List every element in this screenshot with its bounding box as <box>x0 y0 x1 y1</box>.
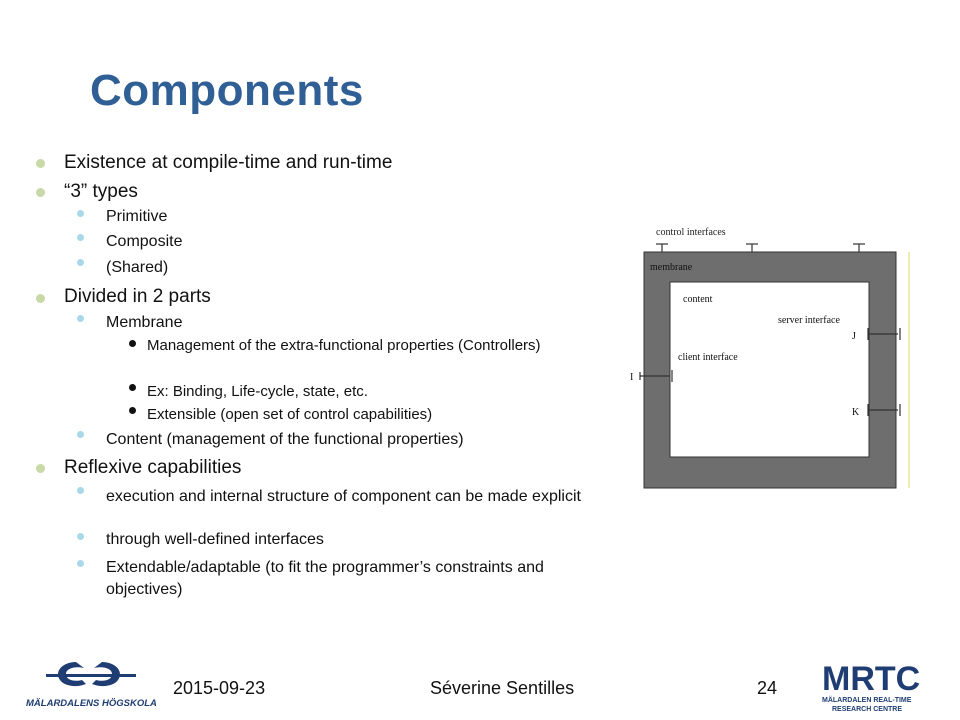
bullet-dot <box>77 560 84 567</box>
bullet-item: Primitive <box>106 208 168 225</box>
bullet-item: through well-defined interfaces <box>106 531 324 548</box>
client-interface-label: client interface <box>678 352 738 363</box>
bullet-item: “3” types <box>64 181 138 202</box>
bullet-dot <box>36 159 45 168</box>
bullet-item: Management of the extra-functional properties (Controllers) <box>147 337 541 354</box>
bullet-item: Divided in 2 parts <box>64 286 211 307</box>
bullet-dot <box>129 340 136 347</box>
slide-title: Components <box>90 66 364 115</box>
footer-author: Séverine Sentilles <box>430 678 575 698</box>
bullet-dot <box>129 384 136 391</box>
server-interface-label: server interface <box>778 315 840 326</box>
component-diagram <box>630 220 915 490</box>
bullet-item: Content (management of the functional properties) <box>106 431 464 448</box>
bullet-dot <box>36 188 45 197</box>
bullet-item: Membrane <box>106 314 183 331</box>
content-label: content <box>683 294 713 305</box>
interface-j-label: J <box>852 331 856 342</box>
footer-date: 2015-09-23 <box>173 678 266 698</box>
bullet-dot <box>77 315 84 322</box>
membrane-label: membrane <box>650 262 693 273</box>
interface-k-label: K <box>852 407 860 418</box>
slide-number: 24 <box>757 678 778 698</box>
bullet-dot <box>77 210 84 217</box>
bullet-dot <box>77 431 84 438</box>
bullet-item: (Shared) <box>106 259 169 276</box>
logo-right-sub2: RESEARCH CENTRE <box>832 706 903 713</box>
logo-left-text: MÄLARDALENS HÖGSKOLA <box>26 698 157 709</box>
mrtc-logo <box>818 660 938 716</box>
bullet-dot <box>77 533 84 540</box>
bullet-item: Composite <box>106 233 183 250</box>
bullet-dot <box>77 259 84 266</box>
bullet-dot <box>36 294 45 303</box>
control-interfaces-label: control interfaces <box>656 227 726 238</box>
content-box <box>670 282 869 457</box>
bullet-dot <box>77 234 84 241</box>
malardalens-hogskola-logo <box>24 654 174 712</box>
bullet-item: Ex: Binding, Life-cycle, state, etc. <box>147 383 368 400</box>
bullet-dot <box>77 487 84 494</box>
bullet-item: Existence at compile-time and run-time <box>64 152 393 173</box>
logo-right-sub1: MÄLARDALEN REAL-TIME <box>822 697 912 704</box>
bullet-item: Reflexive capabilities <box>64 457 242 478</box>
bullet-dot <box>129 407 136 414</box>
bullet-item: Extensible (open set of control capabilities) <box>147 406 433 423</box>
bullet-dot <box>36 464 45 473</box>
control-interface-ticks <box>656 244 865 252</box>
bullet-item: Extendable/adaptable (to fit the programmer’s constraints and objectives) <box>106 559 544 598</box>
logo-right-main: MRTC <box>822 660 921 698</box>
interface-i-label: I <box>630 372 634 383</box>
bullet-item: execution and internal structure of component can be made explicit <box>106 488 581 505</box>
